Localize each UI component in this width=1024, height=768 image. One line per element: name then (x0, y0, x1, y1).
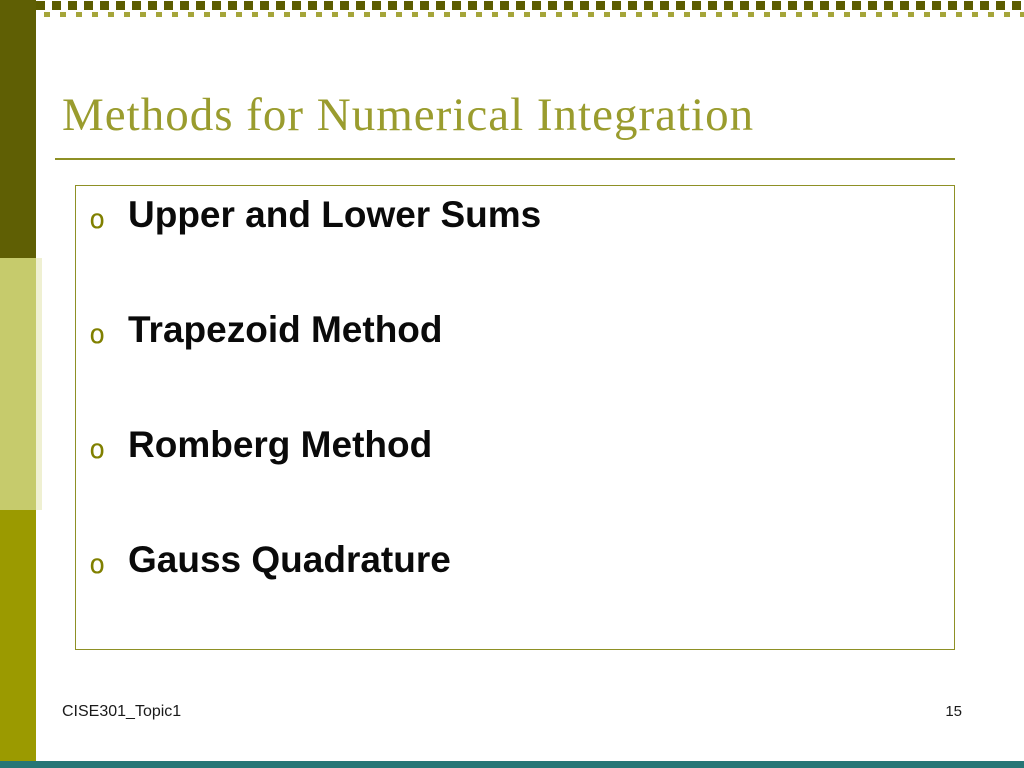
sidebar-segment-middle (0, 258, 36, 510)
bullet-marker-icon: o (89, 434, 106, 465)
bullet-item (76, 537, 954, 652)
bullet-text: Gauss Quadrature (128, 539, 451, 580)
footer-course-label: CISE301_Topic1 (62, 703, 182, 720)
bullet-item (76, 192, 954, 307)
bullet-text: Romberg Method (128, 424, 433, 465)
sidebar-segment-top (0, 0, 36, 258)
title-underline-rule (55, 158, 955, 160)
bullet-marker-icon: o (89, 204, 106, 235)
bullet-text: Trapezoid Method (128, 309, 443, 350)
bullet-list-box (75, 185, 955, 650)
slide-title: Methods for Numerical Integration (62, 89, 755, 141)
slide-page-number: 15 (945, 703, 962, 720)
bottom-accent-bar (0, 761, 1024, 768)
bullet-item (76, 422, 954, 537)
sidebar-segment-bottom (0, 510, 36, 768)
bullet-marker-icon: o (89, 319, 106, 350)
bullet-marker-icon: o (89, 549, 106, 580)
sidebar-segment-middle-edge (36, 258, 42, 510)
bullet-item (76, 307, 954, 422)
top-checker-pattern (36, 0, 1024, 20)
bullet-text: Upper and Lower Sums (128, 194, 542, 235)
